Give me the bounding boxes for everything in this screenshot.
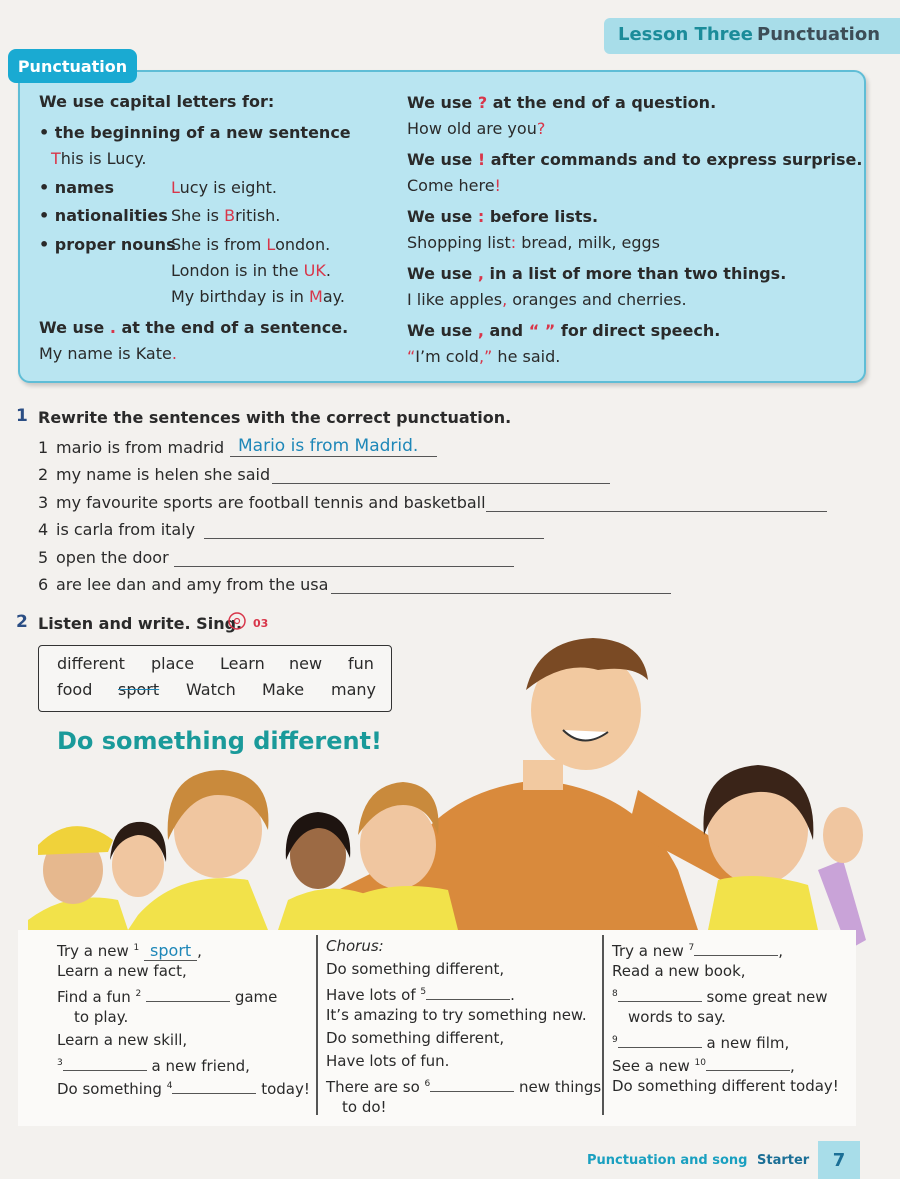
question-heading: We use ? at the end of a question. xyxy=(407,93,717,112)
girl-right-figure xyxy=(703,765,866,950)
lyric-line: $^3$ a new friend, xyxy=(57,1057,250,1075)
audio-cd-icon[interactable] xyxy=(228,612,246,630)
item-5-number: 5 xyxy=(38,548,49,567)
item-2-number: 2 xyxy=(38,465,49,484)
song-title: Do something different! xyxy=(57,727,382,755)
lyric-line: Have lots of $^5$ . xyxy=(326,986,515,1004)
item-4-text: is carla from italy xyxy=(56,520,196,539)
exercise-2-instruction: Listen and write. Sing. xyxy=(38,614,243,633)
comma-heading: We use , in a list of more than two things. xyxy=(407,264,787,283)
page-number: 7 xyxy=(818,1141,860,1179)
lyric-line: It’s amazing to try something new. xyxy=(326,1006,587,1024)
lyric-line: Try a new $^1$ sport , xyxy=(57,941,202,960)
item-6-text: are lee dan and amy from the usa xyxy=(56,575,329,594)
lyric-line: to do! xyxy=(342,1098,387,1116)
lyric-line: Try a new $^7$ , xyxy=(612,942,784,960)
exclamation-example: Come here! xyxy=(407,176,501,195)
word-bank-word: many xyxy=(331,680,376,699)
item-2-answer-line[interactable] xyxy=(272,483,610,484)
word-bank-word: food xyxy=(57,680,93,699)
lyric-line: See a new $^{10}$ , xyxy=(612,1057,795,1075)
lyric-line: $^8$ some great new xyxy=(612,988,828,1006)
lyric-line: Read a new book, xyxy=(612,962,746,980)
speech-heading: We use , and “ ” for direct speech. xyxy=(407,321,721,340)
exercise-2-number: 2 xyxy=(16,612,28,632)
example-proper-3: My birthday is in May. xyxy=(171,287,345,306)
item-5-answer-line[interactable] xyxy=(174,566,514,567)
item-6-number: 6 xyxy=(38,575,49,594)
example-sentence: This is Lucy. xyxy=(51,149,147,168)
exercise-1-number: 1 xyxy=(16,406,28,426)
item-4-answer-line[interactable] xyxy=(204,538,544,539)
colon-example: Shopping list: bread, milk, eggs xyxy=(407,233,660,252)
lyric-line: words to say. xyxy=(628,1008,726,1026)
rule-proper-nouns: • proper nouns xyxy=(39,235,176,254)
item-1-number: 1 xyxy=(38,438,49,457)
lyric-line: Learn a new skill, xyxy=(57,1031,188,1049)
example-proper-2: London is in the UK. xyxy=(171,261,331,280)
lyrics-divider-2 xyxy=(602,935,604,1115)
lyric-line: Find a fun $^2$ game xyxy=(57,988,278,1006)
word-bank-word: place xyxy=(151,654,195,673)
punctuation-tab: Punctuation xyxy=(8,49,137,83)
lyric-line: to play. xyxy=(74,1008,129,1026)
item-2-text: my name is helen she said xyxy=(56,465,271,484)
word-bank-word-used: sport xyxy=(118,680,160,699)
item-4-number: 4 xyxy=(38,520,49,539)
word-bank-word: Learn xyxy=(220,654,265,673)
lyric-line: $^9$ a new film, xyxy=(612,1034,790,1052)
rule-names: • names xyxy=(39,178,115,197)
item-3-number: 3 xyxy=(38,493,49,512)
item-1-text: mario is from madrid xyxy=(56,438,225,457)
word-bank-word: Make xyxy=(262,680,305,699)
item-3-text: my favourite sports are football tennis and basketball xyxy=(56,493,486,512)
lyric-line: Have lots of fun. xyxy=(326,1052,450,1070)
exclamation-heading: We use ! after commands and to express surprise. xyxy=(407,150,863,169)
lyric-answer-1: sport xyxy=(144,941,197,961)
children-group-figure xyxy=(28,770,458,930)
word-bank-word: different xyxy=(57,654,125,673)
lyric-line: Do something different, xyxy=(326,960,505,978)
lyric-line: Do something different today! xyxy=(612,1077,839,1095)
lyric-line: Learn a new fact, xyxy=(57,962,187,980)
lyrics-divider-1 xyxy=(316,935,318,1115)
lesson-topic: Punctuation xyxy=(757,24,881,45)
word-bank-word: fun xyxy=(348,654,374,673)
song-illustration xyxy=(18,630,880,970)
item-3-answer-line[interactable] xyxy=(486,511,827,512)
word-bank-word: new xyxy=(289,654,323,673)
lyric-line: There are so $^6$ new things xyxy=(326,1078,602,1096)
chorus-label: Chorus: xyxy=(326,937,384,955)
item-1-answer-line[interactable] xyxy=(230,456,437,457)
word-bank-word: Watch xyxy=(186,680,236,699)
example-proper-1: She is from London. xyxy=(171,235,331,254)
item-5-text: open the door xyxy=(56,548,169,567)
item-1-answer: Mario is from Madrid. xyxy=(238,436,419,456)
speech-example: “I’m cold,” he said. xyxy=(407,347,561,366)
item-6-answer-line[interactable] xyxy=(331,593,671,594)
stop-heading: We use . at the end of a sentence. xyxy=(39,318,349,337)
comma-example: I like apples, oranges and cherries. xyxy=(407,290,687,309)
stop-example: My name is Kate. xyxy=(39,344,177,363)
footer-unit: Starter xyxy=(757,1153,810,1168)
question-example: How old are you? xyxy=(407,119,546,138)
example-names: Lucy is eight. xyxy=(171,178,277,197)
lyric-line: Do something $^4$ today! xyxy=(57,1080,310,1098)
audio-track-number: 03 xyxy=(253,617,269,630)
rule-nationalities: • nationalities xyxy=(39,206,168,225)
exercise-1-instruction: Rewrite the sentences with the correct punctuation. xyxy=(38,408,512,427)
caps-heading: We use capital letters for: xyxy=(39,92,275,111)
colon-heading: We use : before lists. xyxy=(407,207,599,226)
example-nationalities: She is British. xyxy=(171,206,281,225)
footer-section: Punctuation and song xyxy=(587,1153,748,1168)
rule-sentence: • the beginning of a new sentence xyxy=(39,123,351,142)
lesson-title: Lesson Three xyxy=(618,24,753,45)
lyric-line: Do something different, xyxy=(326,1029,505,1047)
